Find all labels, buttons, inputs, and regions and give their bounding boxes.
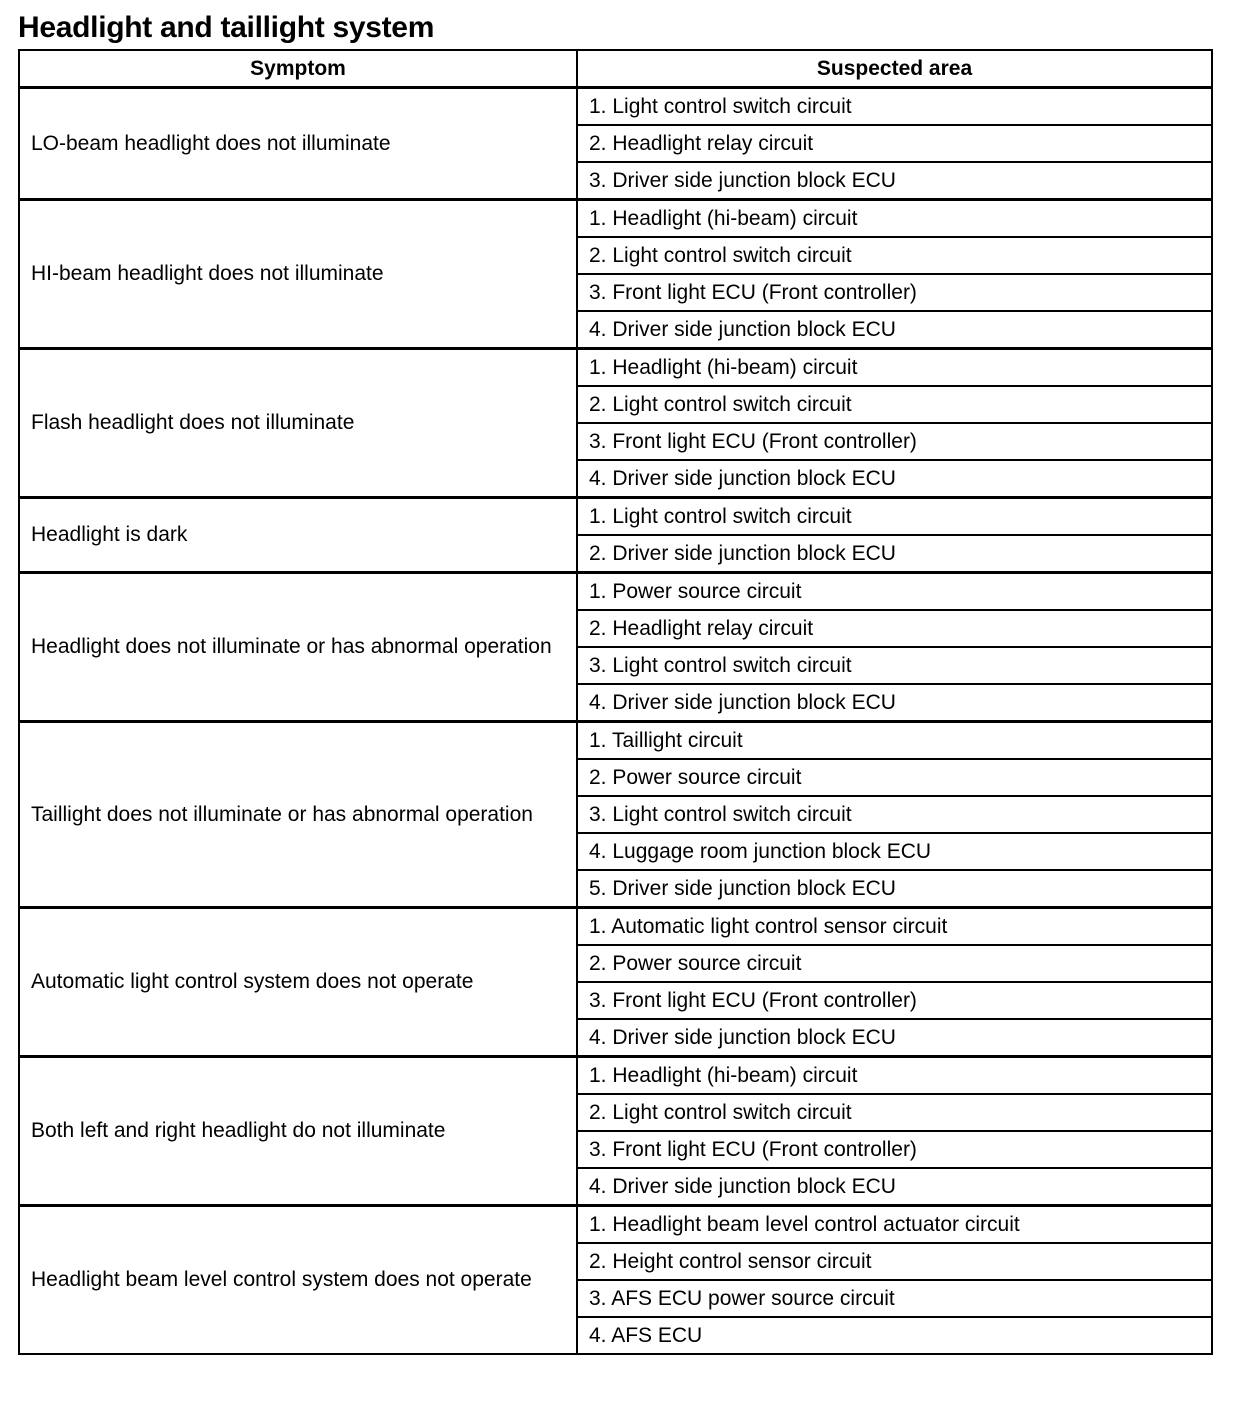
suspected-area-cell: 4. Driver side junction block ECU [577,460,1212,498]
suspected-area-cell: 3. Front light ECU (Front controller) [577,423,1212,460]
suspected-area-cell: 1. Automatic light control sensor circuit [577,908,1212,946]
suspected-area-cell: 1. Headlight (hi-beam) circuit [577,200,1212,238]
suspected-area-cell: 3. Light control switch circuit [577,647,1212,684]
suspected-area-cell: 4. AFS ECU [577,1317,1212,1354]
table-row [19,722,1212,760]
suspected-area-cell: 4. Driver side junction block ECU [577,1019,1212,1057]
symptom-cell: Taillight does not illuminate or has abnormal operation [19,722,577,908]
table-row [19,349,1212,387]
suspected-area-cell: 5. Driver side junction block ECU [577,870,1212,908]
suspected-area-cell: 2. Power source circuit [577,945,1212,982]
suspected-area-cell: 4. Driver side junction block ECU [577,311,1212,349]
suspected-area-cell: 2. Power source circuit [577,759,1212,796]
suspected-area-cell: 1. Light control switch circuit [577,498,1212,536]
table-row [19,1057,1212,1095]
symptom-cell: Headlight does not illuminate or has abnormal operation [19,573,577,722]
suspected-area-cell: 3. Front light ECU (Front controller) [577,274,1212,311]
suspected-area-cell: 2. Driver side junction block ECU [577,535,1212,573]
suspected-area-cell: 3. Driver side junction block ECU [577,162,1212,200]
suspected-area-cell: 3. Front light ECU (Front controller) [577,1131,1212,1168]
suspected-area-cell: 3. Light control switch circuit [577,796,1212,833]
symptom-cell: Headlight beam level control system does not operate [19,1206,577,1355]
table-body [19,88,1212,1355]
suspected-area-cell: 1. Headlight (hi-beam) circuit [577,349,1212,387]
suspected-area-cell: 1. Headlight (hi-beam) circuit [577,1057,1212,1095]
suspected-area-cell: 1. Light control switch circuit [577,88,1212,126]
table-row [19,498,1212,536]
suspected-area-cell: 2. Height control sensor circuit [577,1243,1212,1280]
table-row [19,88,1212,126]
suspected-area-cell: 4. Luggage room junction block ECU [577,833,1212,870]
symptom-table [18,49,1213,1355]
header-suspected-area: Suspected area [577,50,1212,88]
table-row [19,200,1212,238]
suspected-area-cell: 2. Headlight relay circuit [577,125,1212,162]
table-row [19,573,1212,611]
suspected-area-cell: 3. Front light ECU (Front controller) [577,982,1212,1019]
suspected-area-cell: 2. Light control switch circuit [577,237,1212,274]
symptom-cell: Both left and right headlight do not illuminate [19,1057,577,1206]
suspected-area-cell: 3. AFS ECU power source circuit [577,1280,1212,1317]
header-symptom: Symptom [19,50,577,88]
suspected-area-cell: 2. Light control switch circuit [577,1094,1212,1131]
suspected-area-cell: 2. Light control switch circuit [577,386,1212,423]
suspected-area-cell: 1. Taillight circuit [577,722,1212,760]
table-row [19,1206,1212,1244]
symptom-cell: HI-beam headlight does not illuminate [19,200,577,349]
table-header-row [19,50,1212,88]
suspected-area-cell: 4. Driver side junction block ECU [577,684,1212,722]
suspected-area-cell: 4. Driver side junction block ECU [577,1168,1212,1206]
page-title: Headlight and taillight system [18,11,435,44]
symptom-cell: Automatic light control system does not operate [19,908,577,1057]
suspected-area-cell: 2. Headlight relay circuit [577,610,1212,647]
table-row [19,908,1212,946]
symptom-cell: Flash headlight does not illuminate [19,349,577,498]
suspected-area-cell: 1. Power source circuit [577,573,1212,611]
symptom-cell: Headlight is dark [19,498,577,573]
suspected-area-cell: 1. Headlight beam level control actuator circuit [577,1206,1212,1244]
symptom-cell: LO-beam headlight does not illuminate [19,88,577,200]
